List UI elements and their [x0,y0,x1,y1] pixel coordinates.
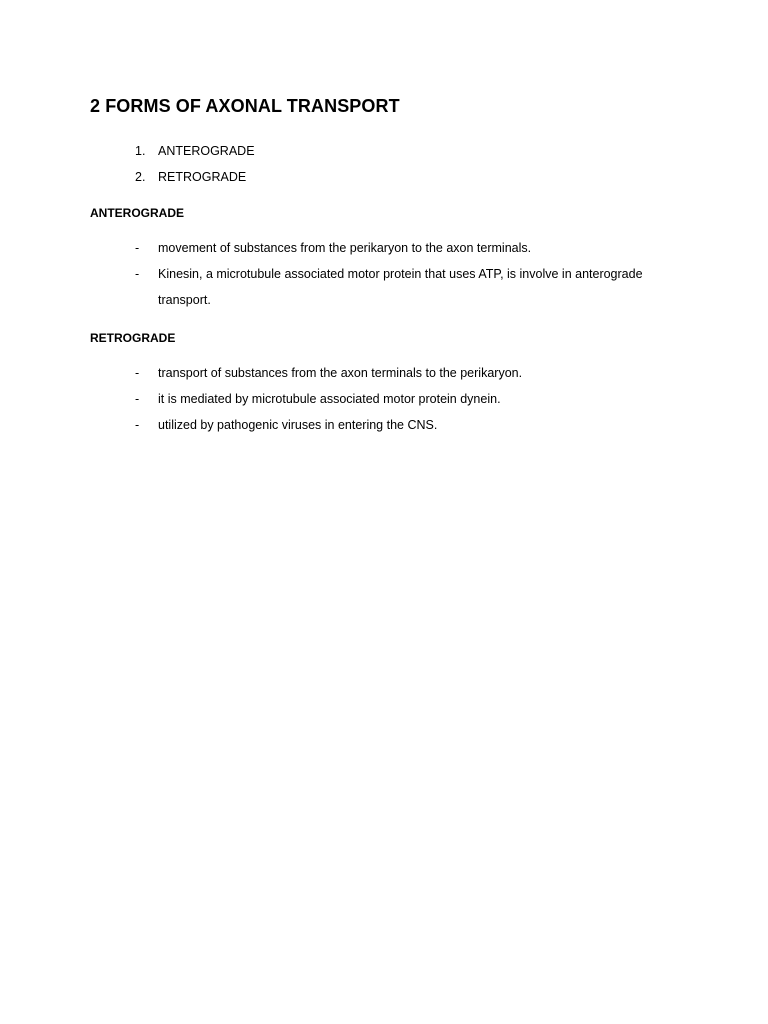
list-item-text: RETROGRADE [158,170,247,184]
list-item [90,412,690,438]
list-item [90,386,690,412]
list-item-text: transport of substances from the axon terminals to the perikaryon. [158,366,523,380]
list-item-text: ANTEROGRADE [158,144,255,158]
list-item [90,235,690,261]
section-heading-retrograde: RETROGRADE [90,331,176,345]
list-item-text: utilized by pathogenic viruses in entering the CNS. [158,418,438,432]
dash-bullet: - [135,418,140,432]
list-item [90,261,690,313]
dash-bullet: - [135,392,140,406]
list-item-text: it is mediated by microtubule associated motor protein dynein. [158,392,501,406]
list-number: 1. [135,144,146,158]
page-title: 2 FORMS OF AXONAL TRANSPORT [90,96,400,116]
list-item-text: movement of substances from the perikaryon to the axon terminals. [158,241,532,255]
list-item-text: Kinesin, a microtubule associated motor protein that uses ATP, is involve in anterograde transport. [158,267,643,307]
retrograde-bullet-list [90,360,690,438]
list-number: 2. [135,170,146,184]
section-heading-anterograde: ANTEROGRADE [90,206,185,220]
anterograde-bullet-list [90,235,690,313]
dash-bullet: - [135,241,140,255]
dash-bullet: - [135,267,140,281]
list-item [90,360,690,386]
dash-bullet: - [135,366,140,380]
